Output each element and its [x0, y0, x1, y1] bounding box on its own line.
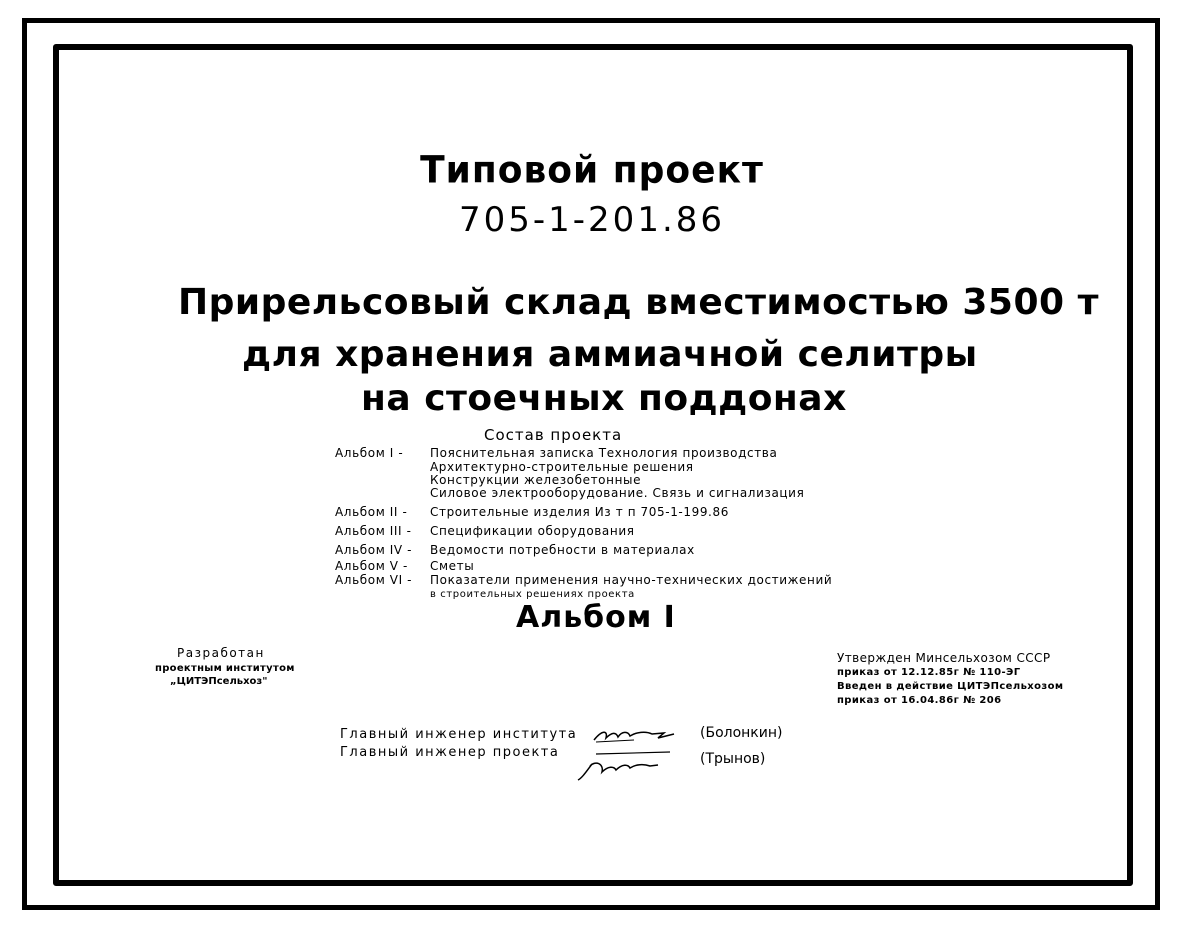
project-name-line3: на стоечных поддонах	[361, 378, 847, 419]
developer-heading: Разработан	[177, 646, 265, 660]
chief-project-name: (Трынов)	[700, 751, 766, 767]
album-6-line2: в строительных решениях проекта	[430, 589, 635, 600]
chief-institute-label: Главный инженер института	[340, 727, 578, 742]
album-4-line1: Ведомости потребности в материалах	[430, 543, 695, 557]
project-name-line2: для хранения аммиачной селитры	[242, 334, 978, 375]
album-6-line1: Показатели применения научно-технических достижений	[430, 573, 833, 587]
album-3-line1: Спецификации оборудования	[430, 524, 635, 538]
album-1-line1: Пояснительная записка Технология производства	[430, 446, 778, 460]
album-1-line4: Силовое электрооборудование. Связь и сигнализация	[430, 486, 805, 500]
album-2-name: Альбом II -	[335, 505, 408, 519]
current-album-title: Альбом I	[516, 600, 676, 635]
approval-line1: Утвержден Минсельхозом СССР	[837, 651, 1051, 665]
album-3-name: Альбом III -	[335, 524, 412, 538]
composition-heading: Состав проекта	[484, 426, 623, 444]
album-1-name: Альбом I -	[335, 446, 404, 460]
album-1-line3: Конструкции железобетонные	[430, 473, 642, 487]
developer-line2: проектным институтом	[155, 663, 295, 674]
approval-line4: приказ от 16.04.86г № 206	[837, 695, 1002, 706]
signature-chief-institute	[590, 722, 685, 748]
approval-line3: Введен в действие ЦИТЭПсельхозом	[837, 681, 1064, 692]
album-2-line1: Строительные изделия Из т п 705-1-199.86	[430, 505, 729, 519]
signature-chief-project	[572, 748, 677, 784]
project-number: 705-1-201.86	[458, 200, 726, 240]
document-type-title: Типовой проект	[420, 148, 764, 193]
project-name-line1: Прирельсовый склад вместимостью 3500 т	[178, 282, 1099, 323]
album-6-name: Альбом VI -	[335, 573, 413, 587]
album-5-line1: Сметы	[430, 559, 475, 573]
chief-institute-name: (Болонкин)	[700, 725, 783, 741]
album-1-line2: Архитектурно-строительные решения	[430, 460, 694, 474]
developer-org: „ЦИТЭПсельхоз"	[170, 676, 268, 687]
approval-line2: приказ от 12.12.85г № 110-ЭГ	[837, 667, 1021, 678]
chief-project-label: Главный инженер проекта	[340, 745, 560, 760]
album-5-name: Альбом V -	[335, 559, 408, 573]
album-4-name: Альбом IV -	[335, 543, 413, 557]
